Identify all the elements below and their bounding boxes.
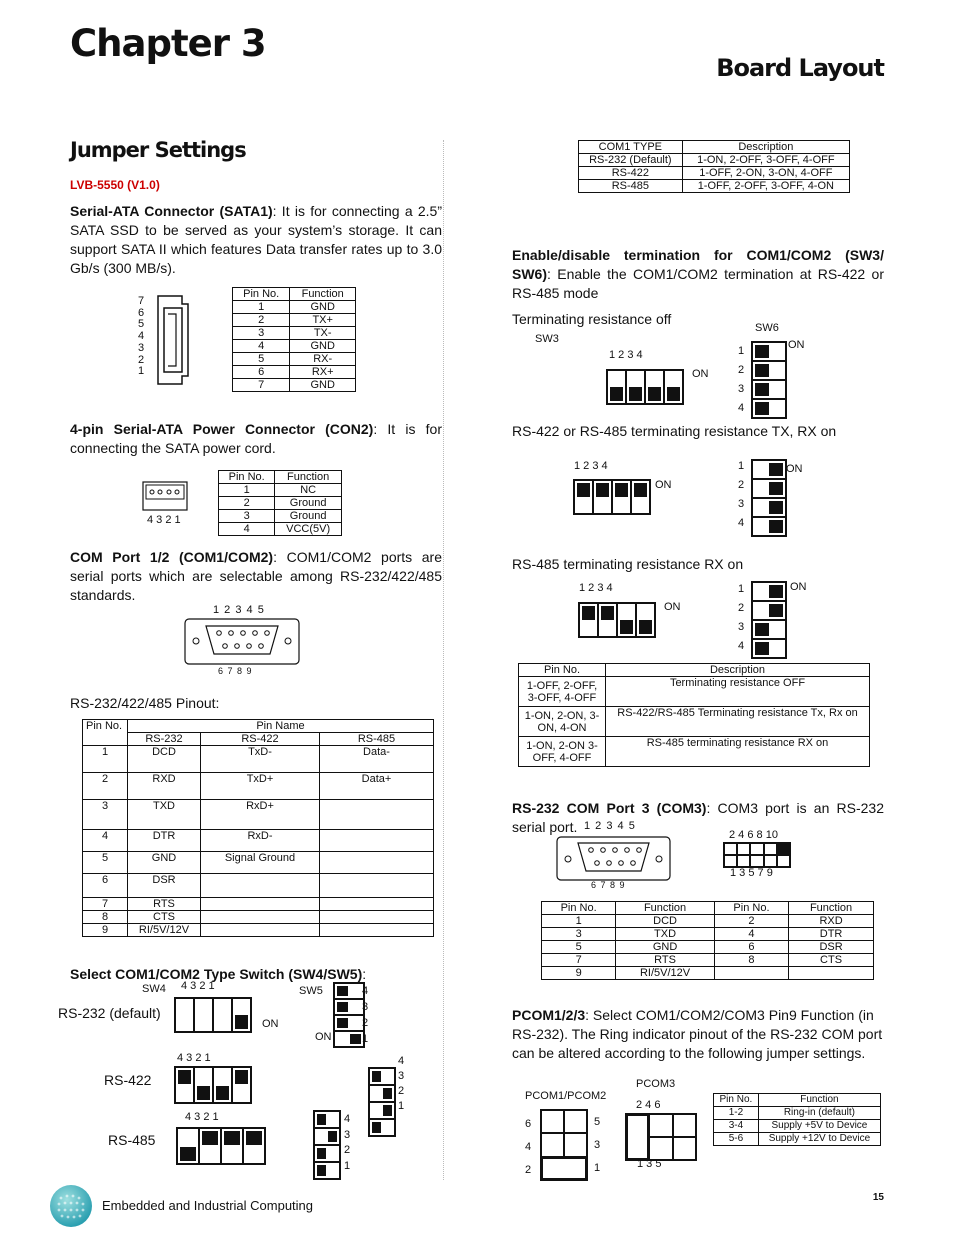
sw4-numbers: 4 3 2 1 [181, 980, 215, 992]
pcom3-bottom-numbers: 1 3 5 [637, 1158, 662, 1170]
com3-pin-header-icon [723, 842, 791, 868]
sw3-rx-on-label: ON [664, 601, 681, 613]
com12-pinout-table: Pin No. Pin Name RS-232 RS-422 RS-485 1 DCD TxD- Data- 2 RXD TxD+ Data+ 3 TXD RxD+ 4 DTR RxD- 5 GND Signal Ground 6 DSR 7 RTS 8 CTS 9 RI/5V/12V [82, 719, 434, 937]
sw5-rs485-switch [313, 1110, 341, 1180]
sw4-on-label: ON [262, 1018, 279, 1030]
rs422-numbers: 4 3 2 1 [177, 1052, 211, 1064]
com3-title: RS-232 COM Port 3 (COM3) [512, 800, 707, 816]
company-logo-icon [49, 1184, 93, 1228]
pcom3-jumper [625, 1113, 697, 1161]
sw3-txrx-numbers: 1 2 3 4 [574, 460, 608, 472]
sata-connector-icon [150, 294, 195, 386]
power-connector-icon [142, 481, 188, 511]
sw3-txrx-switch [573, 479, 651, 515]
chapter-title: Chapter 3 [70, 22, 266, 65]
sw5-rs422-numbers: 4 3 2 1 [398, 1055, 405, 1112]
sata-text: : It is for connecting a 2.5” SATA SSD to be served as your system’s storage. It can support SATA II which features Data transfer rates up to 3.0 Gb/s (300 MB/s). [70, 203, 442, 276]
model-label: LVB-5550 (V1.0) [70, 178, 160, 192]
term-off-label: Terminating resistance off [512, 311, 672, 327]
pinout-label: RS-232/422/485 Pinout: [70, 695, 220, 711]
power-pin-label: 4 3 2 1 [147, 514, 181, 526]
pcom12-left-numbers: 6 4 2 [525, 1118, 532, 1176]
sw4-rs485-switch [176, 1127, 266, 1165]
pcom12-label: PCOM1/PCOM2 [525, 1090, 607, 1102]
pcom12-right-numbers: 5 3 1 [594, 1116, 601, 1174]
sw4-label: SW4 [142, 983, 166, 995]
sw5-on-label: ON [315, 1031, 332, 1043]
sata-paragraph [70, 202, 442, 278]
sw4-rs232-switch [174, 997, 252, 1033]
con2-paragraph [70, 420, 442, 458]
pcom-paragraph [512, 1006, 884, 1063]
termination-table: Pin No. Description 1-OFF, 2-OFF, 3-OFF, 4-OFF Terminating resistance OFF 1-ON, 2-ON, 3-ON, 4-ON RS-422/RS-485 Terminating resistance Tx, Rx on 1-ON, 2-ON 3-OFF, 4-OFF RS-485 terminating resistance RX on [518, 663, 870, 767]
com3-paragraph [512, 799, 884, 837]
sw6-txrx-numbers: 1 2 3 4 [738, 460, 745, 529]
con2-pin-table: Pin No. Function 1 NC 2 Ground 3 Ground 4 VCC(5V) [218, 470, 342, 536]
sw5-label: SW5 [299, 985, 323, 997]
sw5-rs485-numbers: 4 3 2 1 [344, 1113, 351, 1172]
column-divider [443, 140, 444, 1180]
com3-db9-connector-icon [556, 836, 671, 881]
db9-bottom-label: 6 7 8 9 [218, 666, 253, 676]
sw3-rx-numbers: 1 2 3 4 [579, 582, 613, 594]
rs422-label: RS-422 [104, 1072, 152, 1088]
com1-type-table: COM1 TYPE Description RS-232 (Default) 1-ON, 2-OFF, 3-OFF, 4-OFF RS-422 1-OFF, 2-ON, 3-ON, 4-OFF RS-485 1-OFF, 2-OFF, 3-OFF, 4-ON [578, 140, 850, 193]
con2-text: : It is for connecting the SATA power cord. [70, 421, 442, 456]
sw3-label: SW3 [535, 333, 559, 345]
pcom12-jumper [540, 1109, 588, 1181]
rs232-label: RS-232 (default) [58, 1005, 161, 1021]
footer-text: Embedded and Industrial Computing [102, 1198, 314, 1213]
rs485-numbers: 4 3 2 1 [185, 1111, 219, 1123]
sw3-off-numbers: 1 2 3 4 [609, 349, 643, 361]
pcom-title: PCOM1/2/3 [512, 1007, 586, 1023]
sata-pin-table: Pin No. Function 1 GND 2 TX+ 3 TX- 4 GND 5 RX- 6 RX+ 7 GND [232, 287, 356, 392]
com12-text: : COM1/COM2 ports are serial ports which are selectable among RS-232/422/485 standards. [70, 549, 443, 603]
sw6-off-on-label: ON [788, 339, 805, 351]
pcom3-top-numbers: 2 4 6 [636, 1099, 661, 1111]
pcom-text: : Select COM1/COM2/COM3 Pin9 Function (in RS-232). The Ring indicator pinout of the RS-232 COM port can be altered according to the following jumper settings. [512, 1007, 883, 1061]
termination-paragraph [512, 246, 884, 303]
com12-title: COM Port 1/2 (COM1/COM2) [70, 549, 274, 565]
rs485-label: RS-485 [108, 1132, 156, 1148]
term-txrx-label: RS-422 or RS-485 terminating resistance TX, RX on [512, 423, 837, 439]
com3-header-top-label: 2 4 6 8 10 [729, 829, 778, 841]
sata-pin-numbers: 7 6 5 4 3 2 1 [137, 295, 145, 378]
termination-title: Enable/disable termination for COM1/COM2 (SW3/ SW6) [512, 247, 884, 282]
sw3-txrx-on-label: ON [655, 479, 672, 491]
com12-paragraph [70, 548, 442, 605]
sata-title: Serial-ATA Connector (SATA1) [70, 203, 273, 219]
sw3-off-on-label: ON [692, 368, 709, 380]
sw6-rx-numbers: 1 2 3 4 [738, 583, 745, 652]
pcom-function-table: Pin No. Function 1-2 Ring-in (default) 3-4 Supply +5V to Device 5-6 Supply +12V to Device [713, 1093, 881, 1146]
sw6-off-numbers: 1 2 3 4 [738, 345, 745, 414]
com3-db9-top-label: 1 2 3 4 5 [584, 820, 636, 832]
sw5-rs422-switch [368, 1067, 396, 1137]
sw6-rx-switch [751, 581, 787, 659]
sw3-off-switch [606, 369, 684, 405]
com3-pin-table: Pin No. Function Pin No. Function 1 DCD 2 RXD 3 TXD 4 DTR 5 GND 6 DSR 7 RTS 8 CTS 9 RI/5V/12V [541, 901, 874, 980]
page-number: 15 [872, 1192, 884, 1203]
sw6-txrx-on-label: ON [786, 463, 803, 475]
jumper-settings-heading: Jumper Settings [70, 138, 246, 162]
term-rx-label: RS-485 terminating resistance RX on [512, 556, 744, 572]
db9-connector-icon [184, 618, 300, 665]
con2-title: 4-pin Serial-ATA Power Connector (CON2) [70, 421, 374, 437]
sw6-off-switch [751, 341, 787, 419]
pcom3-label: PCOM3 [636, 1078, 676, 1090]
type-switch-title: Select COM1/COM2 Type Switch (SW4/SW5): [70, 966, 367, 982]
sw6-txrx-switch [751, 459, 787, 537]
section-title: Board Layout [716, 54, 884, 82]
sw4-rs422-switch [174, 1066, 252, 1104]
termination-text: : Enable the COM1/COM2 termination at RS-422 or RS-485 mode [512, 266, 884, 301]
sw6-label: SW6 [755, 322, 779, 334]
sw5-rs232-switch [333, 982, 365, 1048]
sw3-rx-switch [578, 602, 656, 638]
com3-db9-bottom-label: 6 7 8 9 [591, 880, 626, 890]
sw5-numbers: 4 3 2 1 [362, 985, 369, 1045]
com3-text: : COM3 port is an RS-232 serial port. [512, 800, 885, 835]
com3-header-bottom-label: 1 3 5 7 9 [730, 867, 773, 879]
db9-top-label: 1 2 3 4 5 [213, 604, 265, 616]
sw6-rx-on-label: ON [790, 581, 807, 593]
